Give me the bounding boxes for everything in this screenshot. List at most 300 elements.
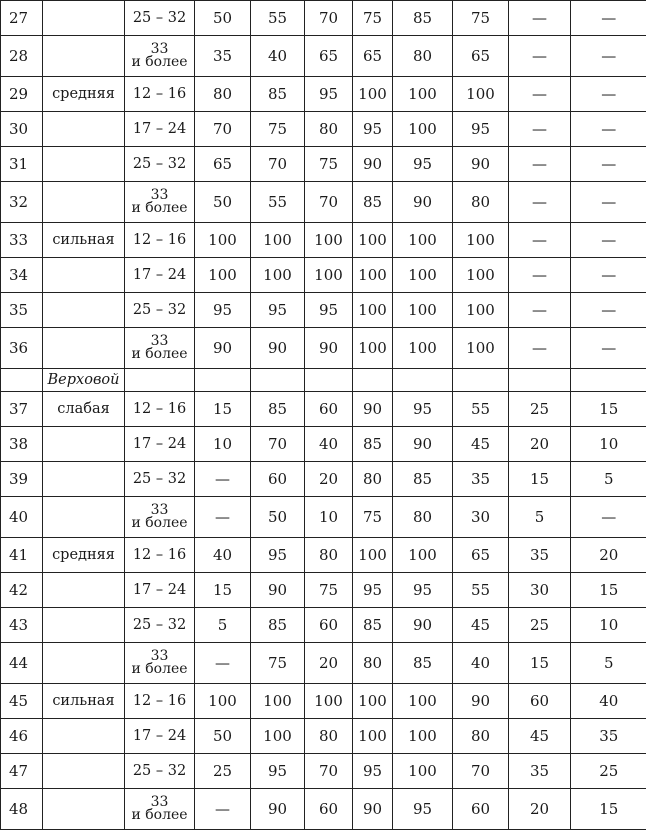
value-cell: 85 bbox=[353, 182, 393, 223]
value-cell: 95 bbox=[353, 573, 393, 608]
value-cell: 75 bbox=[353, 497, 393, 538]
value-cell: 100 bbox=[195, 258, 251, 293]
value-cell: 45 bbox=[453, 608, 509, 643]
value-cell: 70 bbox=[453, 754, 509, 789]
value-cell: 85 bbox=[353, 427, 393, 462]
table-row bbox=[1, 392, 646, 427]
value-cell: 5 bbox=[571, 643, 646, 684]
value-cell: 15 bbox=[571, 392, 646, 427]
value-cell: 25 bbox=[571, 754, 646, 789]
value-cell: 100 bbox=[393, 719, 453, 754]
value-cell: 45 bbox=[509, 719, 571, 754]
fire-strength-cell bbox=[43, 182, 125, 223]
fire-strength-cell bbox=[43, 573, 125, 608]
wind-speed-text: 12 – 16 bbox=[133, 547, 186, 563]
wind-speed-text: и более bbox=[125, 56, 194, 69]
value-cell: 75 bbox=[353, 1, 393, 36]
value-cell: 20 bbox=[305, 643, 353, 684]
value-cell: 95 bbox=[453, 112, 509, 147]
value-cell: — bbox=[509, 328, 571, 369]
value-cell: 20 bbox=[509, 789, 571, 830]
table-row bbox=[1, 223, 646, 258]
value-cell: 70 bbox=[305, 754, 353, 789]
row-number: 27 bbox=[1, 1, 43, 36]
value-cell: 25 bbox=[509, 608, 571, 643]
value-cell: 80 bbox=[353, 643, 393, 684]
value-cell: 5 bbox=[571, 462, 646, 497]
section-row bbox=[1, 369, 646, 392]
fire-strength-cell: сильная bbox=[43, 223, 125, 258]
wind-speed-cell bbox=[125, 427, 195, 462]
value-cell: 100 bbox=[353, 258, 393, 293]
fire-strength-cell bbox=[43, 754, 125, 789]
wind-speed-text: и более bbox=[125, 202, 194, 215]
row-number: 48 bbox=[1, 789, 43, 830]
value-cell: — bbox=[195, 789, 251, 830]
empty-cell bbox=[305, 369, 353, 392]
value-cell: 95 bbox=[353, 112, 393, 147]
value-cell: 60 bbox=[251, 462, 305, 497]
value-cell: 100 bbox=[195, 223, 251, 258]
value-cell: — bbox=[195, 497, 251, 538]
wind-speed-cell bbox=[125, 328, 195, 369]
value-cell: 100 bbox=[393, 112, 453, 147]
wind-speed-text: 25 – 32 bbox=[133, 763, 186, 779]
value-cell: 100 bbox=[251, 223, 305, 258]
value-cell: — bbox=[571, 36, 646, 77]
row-number: 43 bbox=[1, 608, 43, 643]
value-cell: 90 bbox=[453, 684, 509, 719]
row-number: 29 bbox=[1, 77, 43, 112]
value-cell: 15 bbox=[509, 643, 571, 684]
wind-speed-text: 17 – 24 bbox=[133, 582, 186, 598]
value-cell: 25 bbox=[509, 392, 571, 427]
row-number: 30 bbox=[1, 112, 43, 147]
value-cell: 90 bbox=[393, 608, 453, 643]
value-cell: 50 bbox=[195, 1, 251, 36]
value-cell: 95 bbox=[195, 293, 251, 328]
value-cell: — bbox=[571, 258, 646, 293]
value-cell: 15 bbox=[571, 573, 646, 608]
value-cell: 80 bbox=[453, 182, 509, 223]
wind-speed-text: 33 bbox=[125, 504, 194, 517]
row-number: 39 bbox=[1, 462, 43, 497]
wind-speed-text: 33 bbox=[125, 43, 194, 56]
value-cell: 100 bbox=[393, 328, 453, 369]
table-row bbox=[1, 719, 646, 754]
row-number: 33 bbox=[1, 223, 43, 258]
wind-speed-text: и более bbox=[125, 517, 194, 530]
value-cell: 95 bbox=[393, 147, 453, 182]
fire-strength-cell bbox=[43, 608, 125, 643]
value-cell: 95 bbox=[251, 538, 305, 573]
wind-speed-cell bbox=[125, 182, 195, 223]
value-cell: — bbox=[509, 1, 571, 36]
value-cell: 100 bbox=[353, 538, 393, 573]
value-cell: 70 bbox=[305, 182, 353, 223]
value-cell: 90 bbox=[393, 182, 453, 223]
wind-speed-text: 12 – 16 bbox=[133, 401, 186, 417]
value-cell: 90 bbox=[393, 427, 453, 462]
value-cell: 90 bbox=[195, 328, 251, 369]
value-cell: 90 bbox=[251, 789, 305, 830]
value-cell: 55 bbox=[453, 573, 509, 608]
wind-speed-cell bbox=[125, 1, 195, 36]
value-cell: 80 bbox=[305, 719, 353, 754]
value-cell: — bbox=[195, 462, 251, 497]
table-row bbox=[1, 754, 646, 789]
value-cell: 65 bbox=[453, 36, 509, 77]
value-cell: 10 bbox=[305, 497, 353, 538]
value-cell: 95 bbox=[393, 789, 453, 830]
fire-strength-cell: сильная bbox=[43, 684, 125, 719]
table-row bbox=[1, 182, 646, 223]
value-cell: 100 bbox=[305, 684, 353, 719]
value-cell: 70 bbox=[251, 427, 305, 462]
value-cell: 100 bbox=[453, 328, 509, 369]
table-row bbox=[1, 538, 646, 573]
table-row bbox=[1, 293, 646, 328]
value-cell: — bbox=[509, 293, 571, 328]
table-row bbox=[1, 147, 646, 182]
value-cell: 60 bbox=[305, 608, 353, 643]
value-cell: 100 bbox=[453, 258, 509, 293]
value-cell: 20 bbox=[305, 462, 353, 497]
value-cell: 55 bbox=[453, 392, 509, 427]
value-cell: 100 bbox=[251, 258, 305, 293]
value-cell: 15 bbox=[195, 573, 251, 608]
row-number: 46 bbox=[1, 719, 43, 754]
value-cell: 35 bbox=[509, 538, 571, 573]
value-cell: — bbox=[509, 258, 571, 293]
value-cell: 75 bbox=[251, 643, 305, 684]
wind-speed-cell bbox=[125, 497, 195, 538]
value-cell: 100 bbox=[353, 684, 393, 719]
row-number: 36 bbox=[1, 328, 43, 369]
value-cell: 95 bbox=[251, 293, 305, 328]
empty-cell bbox=[393, 369, 453, 392]
value-cell: 40 bbox=[195, 538, 251, 573]
value-cell: 65 bbox=[305, 36, 353, 77]
value-cell: 100 bbox=[393, 684, 453, 719]
wind-speed-cell bbox=[125, 643, 195, 684]
value-cell: 90 bbox=[251, 573, 305, 608]
value-cell: — bbox=[195, 643, 251, 684]
value-cell: 80 bbox=[353, 462, 393, 497]
table-row bbox=[1, 789, 646, 830]
value-cell: 80 bbox=[195, 77, 251, 112]
wind-speed-text: 12 – 16 bbox=[133, 232, 186, 248]
wind-speed-cell bbox=[125, 293, 195, 328]
fire-strength-cell bbox=[43, 328, 125, 369]
value-cell: 10 bbox=[571, 608, 646, 643]
empty-cell bbox=[251, 369, 305, 392]
row-number: 28 bbox=[1, 36, 43, 77]
value-cell: — bbox=[571, 293, 646, 328]
wind-speed-text: 17 – 24 bbox=[133, 728, 186, 744]
value-cell: 40 bbox=[571, 684, 646, 719]
value-cell: — bbox=[509, 223, 571, 258]
wind-speed-text: 17 – 24 bbox=[133, 121, 186, 137]
wind-speed-text: 33 bbox=[125, 650, 194, 663]
value-cell: 100 bbox=[251, 719, 305, 754]
fire-strength-cell bbox=[43, 427, 125, 462]
value-cell: 75 bbox=[251, 112, 305, 147]
value-cell: 85 bbox=[251, 392, 305, 427]
fire-strength-cell bbox=[43, 1, 125, 36]
row-number: 37 bbox=[1, 392, 43, 427]
table-body bbox=[1, 1, 646, 830]
fire-strength-cell bbox=[43, 147, 125, 182]
wind-speed-cell bbox=[125, 36, 195, 77]
row-number: 32 bbox=[1, 182, 43, 223]
value-cell: 5 bbox=[509, 497, 571, 538]
value-cell: 45 bbox=[453, 427, 509, 462]
value-cell: — bbox=[571, 182, 646, 223]
fire-strength-cell bbox=[43, 462, 125, 497]
wind-speed-cell bbox=[125, 789, 195, 830]
table-row bbox=[1, 462, 646, 497]
value-cell: 100 bbox=[453, 293, 509, 328]
value-cell: 75 bbox=[305, 573, 353, 608]
value-cell: — bbox=[571, 223, 646, 258]
value-cell: 85 bbox=[393, 462, 453, 497]
value-cell: — bbox=[571, 77, 646, 112]
row-number: 45 bbox=[1, 684, 43, 719]
value-cell: 70 bbox=[305, 1, 353, 36]
empty-cell bbox=[353, 369, 393, 392]
value-cell: 100 bbox=[305, 223, 353, 258]
value-cell: 15 bbox=[571, 789, 646, 830]
wind-speed-text: и более bbox=[125, 663, 194, 676]
value-cell: 25 bbox=[195, 754, 251, 789]
wind-speed-text: и более bbox=[125, 809, 194, 822]
value-cell: 70 bbox=[195, 112, 251, 147]
value-cell: 50 bbox=[195, 719, 251, 754]
table-row bbox=[1, 684, 646, 719]
wind-speed-text: 25 – 32 bbox=[133, 471, 186, 487]
row-number: 44 bbox=[1, 643, 43, 684]
value-cell: 40 bbox=[305, 427, 353, 462]
table-row bbox=[1, 573, 646, 608]
value-cell: 75 bbox=[453, 1, 509, 36]
row-number: 35 bbox=[1, 293, 43, 328]
value-cell: 60 bbox=[305, 392, 353, 427]
value-cell: 100 bbox=[353, 77, 393, 112]
wind-speed-cell bbox=[125, 573, 195, 608]
value-cell: 100 bbox=[393, 538, 453, 573]
value-cell: 75 bbox=[305, 147, 353, 182]
value-cell: 80 bbox=[393, 36, 453, 77]
value-cell: 90 bbox=[353, 392, 393, 427]
value-cell: 100 bbox=[195, 684, 251, 719]
wind-speed-text: 25 – 32 bbox=[133, 156, 186, 172]
value-cell: 55 bbox=[251, 1, 305, 36]
value-cell: — bbox=[509, 147, 571, 182]
value-cell: 100 bbox=[453, 223, 509, 258]
value-cell: 80 bbox=[305, 112, 353, 147]
wind-speed-text: 33 bbox=[125, 335, 194, 348]
wind-speed-cell bbox=[125, 538, 195, 573]
wind-speed-text: 33 bbox=[125, 189, 194, 202]
wind-speed-cell bbox=[125, 147, 195, 182]
value-cell: 90 bbox=[453, 147, 509, 182]
value-cell: 85 bbox=[393, 1, 453, 36]
row-number: 31 bbox=[1, 147, 43, 182]
value-cell: — bbox=[571, 112, 646, 147]
wind-speed-cell bbox=[125, 462, 195, 497]
fire-strength-cell bbox=[43, 789, 125, 830]
fire-strength-cell bbox=[43, 643, 125, 684]
value-cell: 35 bbox=[453, 462, 509, 497]
wind-speed-cell bbox=[125, 258, 195, 293]
value-cell: 15 bbox=[509, 462, 571, 497]
value-cell: 85 bbox=[353, 608, 393, 643]
value-cell: 15 bbox=[195, 392, 251, 427]
wind-speed-text: 25 – 32 bbox=[133, 617, 186, 633]
value-cell: 10 bbox=[195, 427, 251, 462]
value-cell: 50 bbox=[251, 497, 305, 538]
value-cell: 55 bbox=[251, 182, 305, 223]
value-cell: 50 bbox=[195, 182, 251, 223]
empty-cell bbox=[1, 369, 43, 392]
table-row bbox=[1, 36, 646, 77]
value-cell: 20 bbox=[509, 427, 571, 462]
value-cell: 85 bbox=[393, 643, 453, 684]
value-cell: 100 bbox=[353, 328, 393, 369]
value-cell: — bbox=[571, 1, 646, 36]
value-cell: 90 bbox=[305, 328, 353, 369]
fire-strength-cell: слабая bbox=[43, 392, 125, 427]
wind-speed-text: 17 – 24 bbox=[133, 436, 186, 452]
fire-strength-cell bbox=[43, 293, 125, 328]
value-cell: 80 bbox=[453, 719, 509, 754]
value-cell: 95 bbox=[393, 392, 453, 427]
table-row bbox=[1, 643, 646, 684]
wind-speed-cell bbox=[125, 754, 195, 789]
table-row bbox=[1, 427, 646, 462]
value-cell: — bbox=[571, 497, 646, 538]
wind-speed-text: 12 – 16 bbox=[133, 86, 186, 102]
value-cell: 65 bbox=[453, 538, 509, 573]
value-cell: 85 bbox=[251, 77, 305, 112]
row-number: 38 bbox=[1, 427, 43, 462]
empty-cell bbox=[125, 369, 195, 392]
wind-speed-text: 25 – 32 bbox=[133, 10, 186, 26]
value-cell: 100 bbox=[353, 719, 393, 754]
wind-speed-cell bbox=[125, 719, 195, 754]
wind-speed-cell bbox=[125, 77, 195, 112]
value-cell: 100 bbox=[393, 223, 453, 258]
fire-strength-cell bbox=[43, 719, 125, 754]
value-cell: — bbox=[509, 182, 571, 223]
value-cell: 100 bbox=[353, 223, 393, 258]
value-cell: 95 bbox=[251, 754, 305, 789]
row-number: 40 bbox=[1, 497, 43, 538]
empty-cell bbox=[453, 369, 509, 392]
fire-strength-cell bbox=[43, 36, 125, 77]
value-cell: 90 bbox=[353, 789, 393, 830]
wind-speed-text: 12 – 16 bbox=[133, 693, 186, 709]
table-row bbox=[1, 328, 646, 369]
empty-cell bbox=[195, 369, 251, 392]
wind-speed-cell bbox=[125, 112, 195, 147]
value-cell: 60 bbox=[305, 789, 353, 830]
value-cell: 95 bbox=[353, 754, 393, 789]
value-cell: — bbox=[509, 77, 571, 112]
table-row bbox=[1, 608, 646, 643]
value-cell: 60 bbox=[453, 789, 509, 830]
value-cell: 65 bbox=[195, 147, 251, 182]
wind-speed-cell bbox=[125, 223, 195, 258]
value-cell: 95 bbox=[393, 573, 453, 608]
table-row bbox=[1, 77, 646, 112]
value-cell: 65 bbox=[353, 36, 393, 77]
fire-strength-cell bbox=[43, 258, 125, 293]
row-number: 41 bbox=[1, 538, 43, 573]
value-cell: 20 bbox=[571, 538, 646, 573]
wind-speed-text: и более bbox=[125, 348, 194, 361]
value-cell: 100 bbox=[393, 293, 453, 328]
value-cell: 100 bbox=[453, 77, 509, 112]
value-cell: 30 bbox=[509, 573, 571, 608]
wind-speed-cell bbox=[125, 608, 195, 643]
value-cell: — bbox=[509, 112, 571, 147]
fire-strength-cell: средняя bbox=[43, 538, 125, 573]
value-cell: 100 bbox=[393, 754, 453, 789]
row-number: 47 bbox=[1, 754, 43, 789]
value-cell: 85 bbox=[251, 608, 305, 643]
wind-speed-text: 33 bbox=[125, 796, 194, 809]
table-row bbox=[1, 258, 646, 293]
table-row bbox=[1, 1, 646, 36]
table-row bbox=[1, 112, 646, 147]
table-row bbox=[1, 497, 646, 538]
fire-strength-cell: средняя bbox=[43, 77, 125, 112]
empty-cell bbox=[509, 369, 571, 392]
wind-speed-cell bbox=[125, 684, 195, 719]
value-cell: 60 bbox=[509, 684, 571, 719]
value-cell: — bbox=[571, 328, 646, 369]
value-cell: 40 bbox=[453, 643, 509, 684]
value-cell: 100 bbox=[251, 684, 305, 719]
value-cell: 70 bbox=[251, 147, 305, 182]
value-cell: 35 bbox=[571, 719, 646, 754]
value-cell: 80 bbox=[305, 538, 353, 573]
section-label: Верховой bbox=[43, 369, 125, 392]
value-cell: 10 bbox=[571, 427, 646, 462]
value-cell: 100 bbox=[353, 293, 393, 328]
wind-speed-text: 17 – 24 bbox=[133, 267, 186, 283]
wind-speed-text: 25 – 32 bbox=[133, 302, 186, 318]
wind-speed-cell bbox=[125, 392, 195, 427]
value-cell: 5 bbox=[195, 608, 251, 643]
value-cell: 100 bbox=[393, 77, 453, 112]
value-cell: 95 bbox=[305, 293, 353, 328]
row-number: 42 bbox=[1, 573, 43, 608]
value-cell: — bbox=[509, 36, 571, 77]
value-cell: 100 bbox=[305, 258, 353, 293]
fire-strength-cell bbox=[43, 112, 125, 147]
value-cell: 90 bbox=[353, 147, 393, 182]
value-cell: 100 bbox=[393, 258, 453, 293]
value-cell: — bbox=[571, 147, 646, 182]
empty-cell bbox=[571, 369, 646, 392]
value-cell: 95 bbox=[305, 77, 353, 112]
value-cell: 40 bbox=[251, 36, 305, 77]
value-cell: 80 bbox=[393, 497, 453, 538]
value-cell: 35 bbox=[195, 36, 251, 77]
